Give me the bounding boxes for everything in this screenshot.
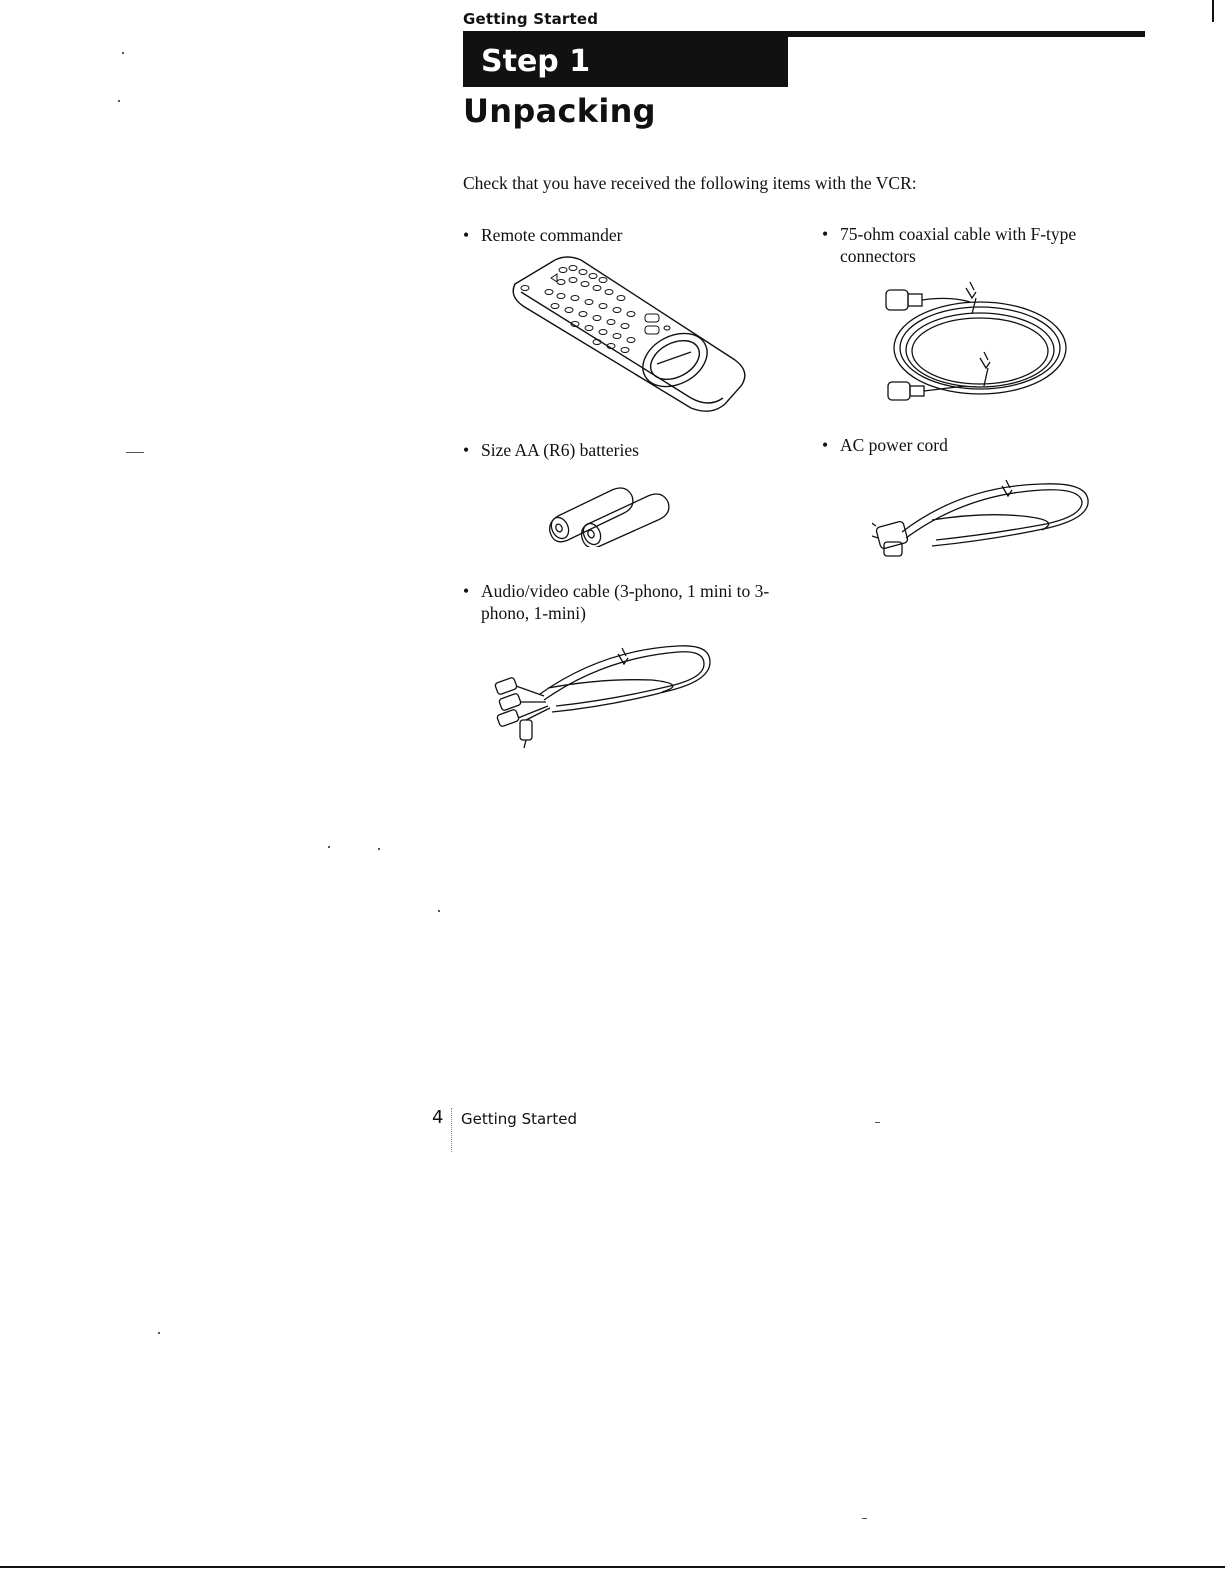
scan-speck (328, 846, 330, 848)
av-cable-icon (492, 640, 717, 750)
item-label: 75-ohm coaxial cable with F-type connectors (840, 224, 1077, 266)
item-label: AC power cord (840, 435, 948, 455)
page-title: Unpacking (463, 92, 656, 130)
scan-speck (122, 52, 124, 54)
item-batteries (463, 439, 793, 461)
scan-speck (378, 848, 380, 850)
item-remote-commander (463, 224, 793, 246)
item-label: Size AA (R6) batteries (481, 440, 639, 460)
item-label: Remote commander (481, 225, 623, 245)
bullet: • (463, 581, 470, 601)
bullet: • (463, 440, 470, 460)
footer-divider (451, 1108, 453, 1152)
scan-speck (118, 100, 120, 102)
bullet: • (822, 435, 829, 455)
item-av-cable (463, 580, 803, 624)
running-head: Getting Started (463, 10, 599, 28)
footer-section: Getting Started (461, 1110, 577, 1128)
remote-control-icon (505, 252, 760, 422)
bullet: • (463, 225, 470, 245)
scan-speck (126, 452, 144, 453)
item-power-cord (822, 434, 1122, 456)
scan-speck (158, 1332, 160, 1334)
scan-edge-mark (1212, 0, 1214, 22)
intro-text: Check that you have received the following items with the VCR: (463, 173, 917, 193)
item-label: Audio/video cable (3-phono, 1 mini to 3-phono, 1-mini) (481, 581, 770, 623)
batteries-icon (548, 482, 678, 547)
scan-bottom-edge (0, 1566, 1225, 1568)
page-number: 4 (432, 1107, 444, 1128)
scan-speck (438, 910, 440, 912)
bullet: • (822, 224, 829, 244)
item-coaxial-cable (822, 223, 1122, 267)
coaxial-cable-icon (880, 276, 1080, 411)
scan-speck (875, 1122, 880, 1123)
power-cord-icon (872, 476, 1097, 566)
scan-speck (862, 1518, 867, 1519)
step-banner: Step 1 (463, 34, 788, 87)
